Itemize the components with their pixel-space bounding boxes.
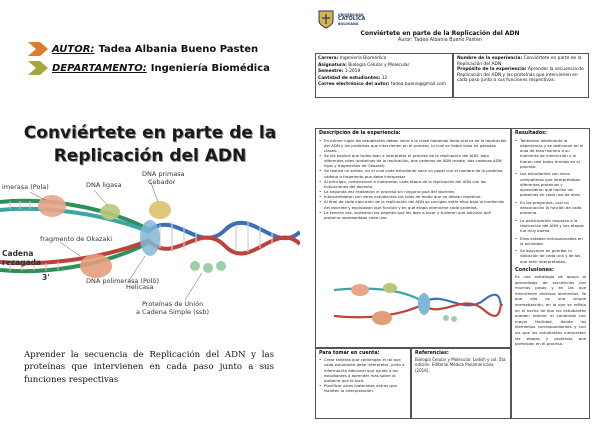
university-line1: UNIVERSIDAD xyxy=(338,13,364,17)
description-item: • La tercera vez, sortearon los papeles que les iban a tocar y tuvieron que adivinar qué proteína representaba cada uno. xyxy=(319,210,507,220)
considerations-box xyxy=(315,348,411,419)
ssb-proteins xyxy=(190,261,226,273)
experience-name: Nombre de la experiencia: Conviértete en parte de la Replicación del ADN xyxy=(457,56,582,67)
results-box xyxy=(511,128,590,419)
pol-delta-shape xyxy=(80,254,112,278)
chevron-right-icon xyxy=(28,61,48,75)
department-row xyxy=(28,59,270,77)
references-box xyxy=(411,348,511,419)
university-crest-icon xyxy=(318,10,334,29)
experience-purpose: Propósito de la experiencia: Aprender la secuencia de Replicación del ADN y las proteínas que intervienen en cada paso junto a sus funciones respectivas. xyxy=(457,67,584,84)
lagging-label-1: Cadena xyxy=(2,249,34,258)
description-item: • Intercambiaron con otros estudiantes los roles de modo que no debían repetirse. xyxy=(319,194,507,199)
document-author: Autor: Tadea Albania Bueno Pasten xyxy=(398,38,482,43)
chevron-right-icon xyxy=(28,42,48,56)
author-row xyxy=(28,40,258,58)
result-item: • La participación respecto a la replicación del ADN y sus etapas fue muy buena. xyxy=(515,218,586,234)
ssb-label-1: Proteínas de Unión xyxy=(142,300,204,308)
info-line: Semestre: 1-2019 xyxy=(318,69,361,75)
description-item: • Se les explicó que todos iban a interpretar el proceso de la replicación del ADN, bajo diferentes roles (proteínas de la replicación, dos cadenas de ADN madre, dos cadenas ADN hijas y fragmentos de Okazaki). xyxy=(319,153,507,168)
conclusions-text: Es una estrategia de apoyo al aprendizaje de secuencias con muchos pasos y en las que intervienen diversos elementos. Ya que ella es una simple dramatización, en la que se refleja en el hecho de que los estudiantes pueden retener el contenido con mayor facilidad, donde los elementos correspondientes y con los que los estudiantes interpretan las etapas y proteínas que participan en el proceso. xyxy=(515,274,586,347)
cover-title-line1: Conviértete en parte de la xyxy=(23,123,277,143)
three-prime-label: 3' xyxy=(42,273,50,282)
experience-box xyxy=(453,53,589,98)
result-item: • En las preguntas, casi no desconocían la función de cada proteína. xyxy=(515,200,586,216)
pol-delta-label: DNA polimerasa (Polδ) xyxy=(86,277,160,285)
lagging-label-2: rezagada xyxy=(2,258,42,267)
result-item: • Los estudiantes con otros compañeros que interpretaban diferentes proteínas y aprendieron qué hacían las proteínas en cada una de ellas. xyxy=(515,171,586,197)
references-heading: Referencias: xyxy=(415,351,449,356)
ligase-label: DNA ligasa xyxy=(86,181,122,189)
description-item: • Se realizó un sorteo, en el cual cada estudiante saca un papel con el nombre de la proteína, cadena o fragmento que debe interpretar. xyxy=(319,168,507,178)
primase-shape xyxy=(149,201,171,219)
result-item: • Tantearon debilmente la experiencia y se dedicaron en el aula de esta manera a su momento de interacción y le fueron casi todos tímidos en el proceso. xyxy=(515,138,586,170)
consideration-item: • Crear tarjetas que contengan el rol que cada estudiante debe interpretar, junto a información adicional que ayude a los estudiantes a aprender más sobre la proteína que le tocó. xyxy=(319,357,407,383)
info-line: Carrera: Ingeniería Biomédica xyxy=(318,56,387,61)
description-heading: Descripción de la experiencia: xyxy=(319,131,401,136)
dna-replication-diagram xyxy=(0,170,300,330)
result-item: • Se apoyaron en guardar la ubicación de cada una y de las que eran interpretadas. xyxy=(515,248,586,264)
ssb-label-2: a Cadena Simple (ssb) xyxy=(136,308,210,316)
description-item: • Al principio, comenzaron a interpretar cada etapa de la replicación del ADN con las indicaciones del docente. xyxy=(319,179,507,189)
description-item: • La segunda vez realizaron el proceso sin ninguna guía del docente. xyxy=(319,189,507,194)
okazaki-label: fragmento de Okazaki xyxy=(40,235,113,243)
info-line: Correo electrónico del autor: tadea.bueno@gmail.com xyxy=(318,82,446,88)
description-item: • En primer lugar los estudiantes deben venir a la clase habiendo leído acerca de la replicación del ADN y las proteínas que intervienen en el proceso, lo cual se había visto en pasadas clases. xyxy=(319,138,507,153)
replication-fork-figure xyxy=(324,260,504,346)
result-item: • Ellos estaban entusiasmados en la actividad. xyxy=(515,236,586,247)
university-line3: BOLIVIANA xyxy=(338,22,359,27)
department-label: DEPARTAMENTO: xyxy=(52,62,147,74)
reference-text: Biología Celular y Molecular. Lodish y col. 5ta edición. Editorial Médica Panamericana (2016). xyxy=(415,357,506,373)
primase-label: DNA primasa xyxy=(142,170,185,178)
description-box xyxy=(315,128,511,348)
cover-title xyxy=(0,122,300,168)
conclusions-heading: Conclusiones: xyxy=(515,267,554,274)
document-title: Conviértete en parte de la Replicación del ADN xyxy=(360,30,520,37)
university-name xyxy=(338,13,365,26)
author-value: Tadea Albania Bueno Pasten xyxy=(98,43,259,55)
considerations-heading: Para tomar en cuenta: xyxy=(319,351,380,356)
cover-description: Aprender la secuencia de Replicación del ADN y las proteínas que intervienen en cada paso junto a sus funciones respectivas xyxy=(24,350,274,385)
dna-ligase-shape xyxy=(100,204,120,220)
document-page xyxy=(305,0,600,424)
polymerase-label: imerasa (Pola) xyxy=(2,183,49,191)
helicase-shape xyxy=(140,220,160,256)
primer-label: Cebador xyxy=(148,178,176,186)
results-heading: Resultados: xyxy=(515,131,547,136)
university-line2: CATÓLICA xyxy=(338,16,366,23)
helicase-label: Helicasa xyxy=(126,283,154,291)
description-item: • Al final de cada ejecución de la replicación del ADN se corrigen entre ellos bajo la mediación del docente y explicaban qué función y en qué etapa interviene cada proteína. xyxy=(319,199,507,209)
author-label: AUTOR: xyxy=(52,43,95,55)
info-line: Asignatura: Biología Celular y Molecular xyxy=(318,62,410,68)
consideration-item: • Planificar otros materiales extras que faciliten la interpretación. xyxy=(319,383,407,393)
info-line: Cantidad de estudiantes: 12 xyxy=(318,75,388,81)
department-value: Ingeniería Biomédica xyxy=(150,62,270,74)
course-info-box xyxy=(315,53,453,98)
cover-title-line2: Replicación del ADN xyxy=(53,146,247,166)
